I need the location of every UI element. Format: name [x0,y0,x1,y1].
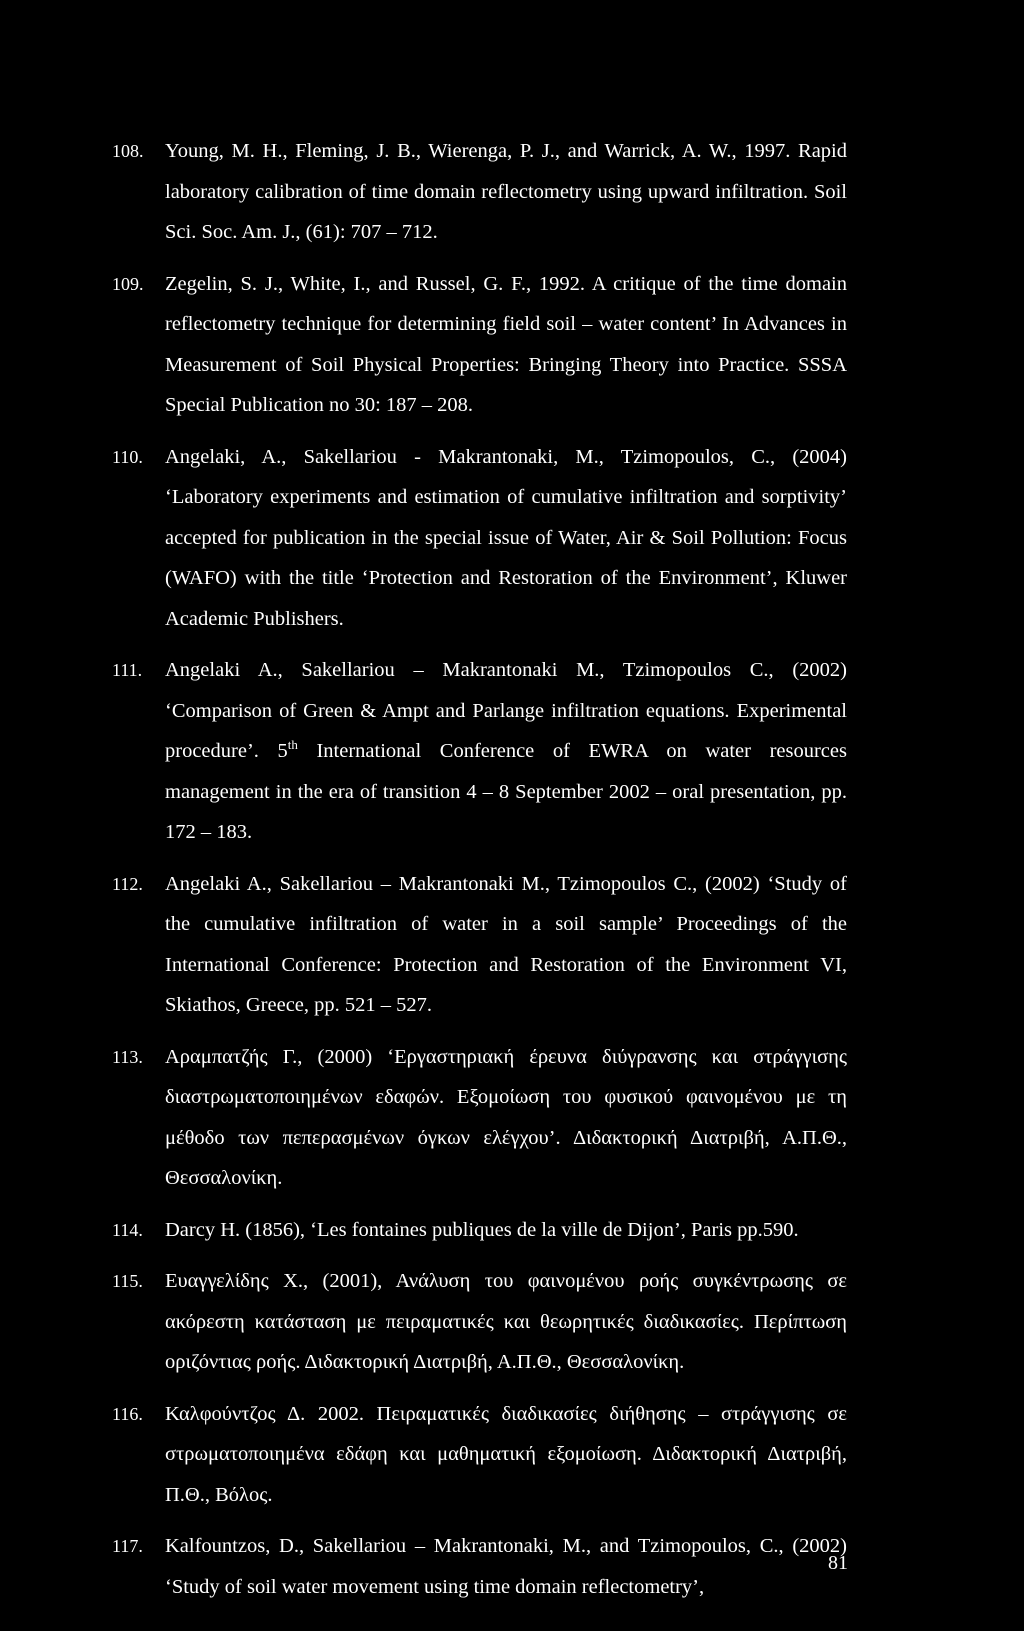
reference-number: 112. [112,873,143,894]
reference-text: Καλφούντζος Δ. 2002. Πειραματικές διαδικασίες διήθησης – στράγγισης σε στρωματοποιημένα εδάφη και μαθηματική εξομοίωση. Διδακτορική Διατριβή, Π.Θ., Βόλος. [165,1402,847,1506]
reference-item-111 [112,650,847,853]
reference-item-108 [112,131,847,253]
reference-number: 109. [112,273,144,294]
reference-item-114 [112,1210,847,1251]
reference-number: 110. [112,446,143,467]
reference-text: Zegelin, S. J., White, I., and Russel, G. F., 1992. A critique of the time domain reflectometry technique for determining field soil – water content’ In Advances in Measurement of Soil Physical Properties: Bringing Theory into Practice. SSSA Special Publication no 30: 187 – 208. [165,272,847,416]
reference-item-112 [112,864,847,1026]
reference-number: 114. [112,1219,143,1240]
page-number: 81 [828,1552,848,1574]
reference-text: Ευαγγελίδης Χ., (2001), Ανάλυση του φαινομένου ροής συγκέντρωσης σε ακόρεστη κατάσταση με πειραματικές και θεωρητικές διαδικασίες. Περίπτωση οριζόντιας ροής. Διδακτορική Διατριβή, Α.Π.Θ., Θεσσαλονίκη. [165,1270,847,1373]
ordinal-superscript: th [287,737,298,753]
reference-text-part: International Conference of EWRA on water resources management in the era of transition 4 – 8 September 2002 – oral presentation, pp. 172 – 183. [165,740,847,843]
reference-text: Αραμπατζής Γ., (2000) ‘Εργαστηριακή έρευνα διύγρανσης και στράγγισης διαστρωματοποιημένων εδαφών. Εξομοίωση του φυσικού φαινομένου με τη μέθοδο των πεπερασμένων όγκων ελέγχου’. Διδακτορική Διατριβή, Α.Π.Θ., Θεσσαλονίκη. [165,1045,847,1189]
reference-item-109 [112,264,847,426]
reference-item-115 [112,1261,847,1383]
reference-item-110 [112,437,847,640]
reference-number: 116. [112,1403,143,1424]
reference-item-113 [112,1037,847,1199]
reference-text [165,650,847,853]
reference-text: Angelaki, A., Sakellariou - Makrantonaki, M., Tzimopoulos, C., (2004) ‘Laboratory experiments and estimation of cumulative infiltration and sorptivity’ accepted for publication in the special issue of Water, Air & Soil Pollution: Focus (WAFO) with the title ‘Protection and Restoration of the Environment’, Kluwer Academic Publishers. [165,445,847,630]
reference-item-116 [112,1394,847,1516]
reference-number: 115. [112,1271,143,1291]
reference-text: Angelaki A., Sakellariou – Makrantonaki M., Tzimopoulos C., (2002) ‘Study of the cumulative infiltration of water in a soil sample’ Proceedings of the International Conference: Protection and Restoration of the Environment VI, Skiathos, Greece, pp. 521 – 527. [165,872,847,1016]
reference-text: Kalfountzos, D., Sakellariou – Makrantonaki, M., and Tzimopoulos, C., (2002) ‘Study of soil water movement using time domain reflectometry’, [165,1535,847,1598]
reference-text: Young, M. H., Fleming, J. B., Wierenga, P. J., and Warrick, A. W., 1997. Rapid laboratory calibration of time domain reflectometry using upward infiltration. Soil Sci. Soc. Am. J., (61): 707 – 712. [165,140,847,243]
reference-list [112,131,847,1618]
reference-text: Darcy H. (1856), ‘Les fontaines publiques de la ville de Dijon’, Paris pp.590. [165,1218,799,1241]
reference-text-part: Angelaki A., Sakellariou – Makrantonaki M., Tzimopoulos C., (2002) ‘Comparison of Green & Ampt and Parlange infiltration equations. Experimental procedure’. 5 [165,659,847,762]
reference-number: 108. [112,141,144,161]
reference-item-117 [112,1526,847,1607]
reference-number: 113. [112,1046,143,1067]
reference-number: 111. [112,660,143,680]
reference-number: 117. [112,1536,143,1556]
